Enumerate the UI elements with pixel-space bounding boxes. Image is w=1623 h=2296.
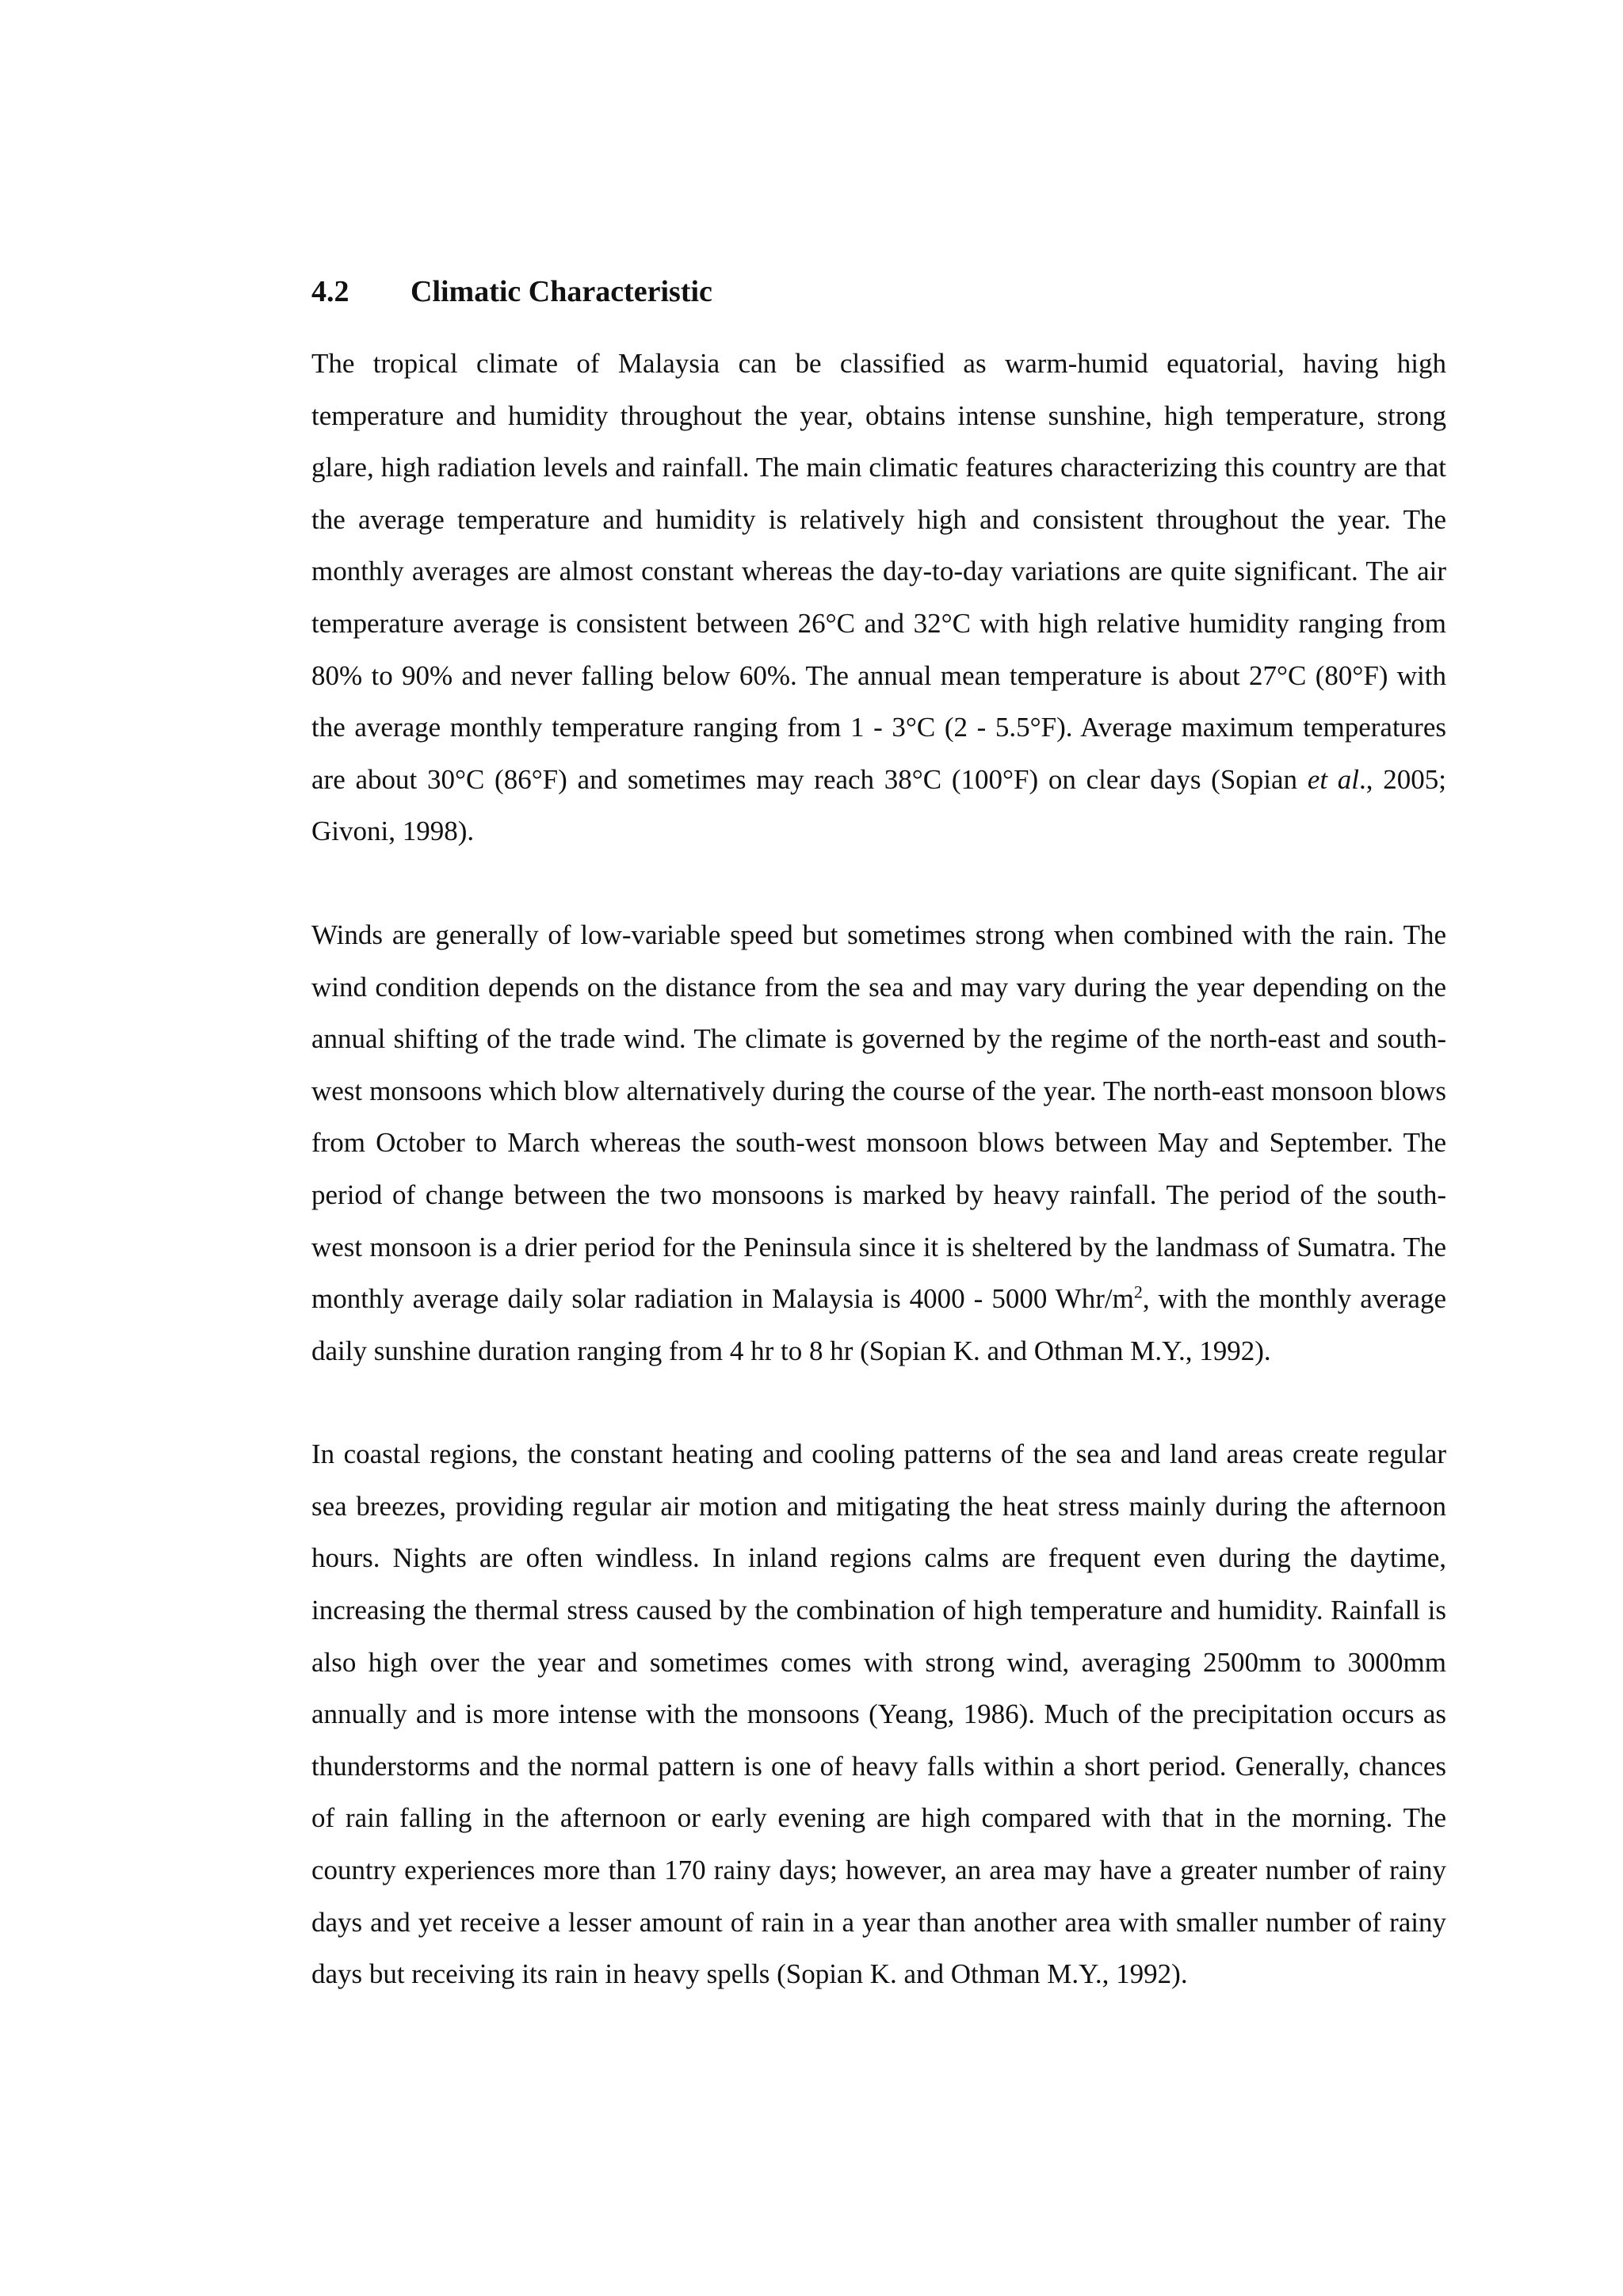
citation-italic: et al — [1307, 763, 1360, 795]
section-number: 4.2 — [311, 275, 349, 308]
document-page — [311, 273, 1446, 2052]
unit-superscript: 2 — [1133, 1282, 1143, 1302]
paragraph-text: In coastal regions, the constant heating and cooling patterns of the sea and land areas create regular sea breezes, providing regular air motion and mitigating the heat stress mainly during the afternoon hours. Nights are often windless. In inland regions calms are frequent even during the daytime, increasing the thermal stress caused by the combination of high temperature and humidity. Rainfall is also high over the year and sometimes comes with strong wind, averaging 2500mm to 3000mm annually and is more intense with the monsoons (Yeang, 1986). Much of the precipitation occurs as thunderstorms and the normal pattern is one of heavy falls within a short period. Generally, chances of rain falling in the afternoon or early evening are high compared with that in the morning. The country experiences more than 170 rainy days; however, an area may have a greater number of rainy days and yet receive a lesser amount of rain in a year than another area with smaller number of rainy days but receiving its rain in heavy spells (Sopian K. and Othman M.Y., 1992). — [311, 1438, 1446, 1990]
section-title: Climatic Characteristic — [411, 275, 712, 308]
paragraph-text: Winds are generally of low-variable speed but sometimes strong when combined with the rain. The wind condition depends on the distance from the sea and may vary during the year depending on the annual shifting of the trade wind. The climate is governed by the regime of the north-east and south-west monsoons which blow alternatively during the course of the year. The north-east monsoon blows from October to March whereas the south-west monsoon blows between May and September. The period of change between the two monsoons is marked by heavy rainfall. The period of the south-west monsoon is a drier period for the Peninsula since it is sheltered by the landmass of Sumatra. The monthly average daily solar radiation in Malaysia is 4000 - 5000 Whr/m — [311, 919, 1446, 1315]
paragraph-coastal-rainfall — [311, 1428, 1446, 2000]
paragraph-climate-overview — [311, 338, 1446, 858]
paragraph-text-end: , with the monthly average daily sunshine duration ranging from 4 hr to 8 hr (Sopian K. and Othman M.Y., 1992). — [311, 1283, 1446, 1366]
section-heading — [311, 273, 1446, 311]
paragraph-winds-monsoons — [311, 909, 1446, 1377]
paragraph-text: The tropical climate of Malaysia can be classified as warm-humid equatorial, having high temperature and humidity throughout the year, obtains intense sunshine, high temperature, strong glare, high radiation levels and rainfall. The main climatic features characterizing this country are that the average temperature and humidity is relatively high and consistent throughout the year. The monthly averages are almost constant whereas the day-to-day variations are quite significant. The air temperature average is consistent between 26°C and 32°C with high relative humidity ranging from 80% to 90% and never falling below 60%. The annual mean temperature is about 27°C (80°F) with the average monthly temperature ranging from 1 - 3°C (2 - 5.5°F). Average maximum temperatures are about 30°C (86°F) and sometimes may reach 38°C (100°F) on clear days (Sopian — [311, 348, 1446, 795]
paragraph-text-end: ., 2005; Givoni, 1998). — [311, 763, 1447, 847]
